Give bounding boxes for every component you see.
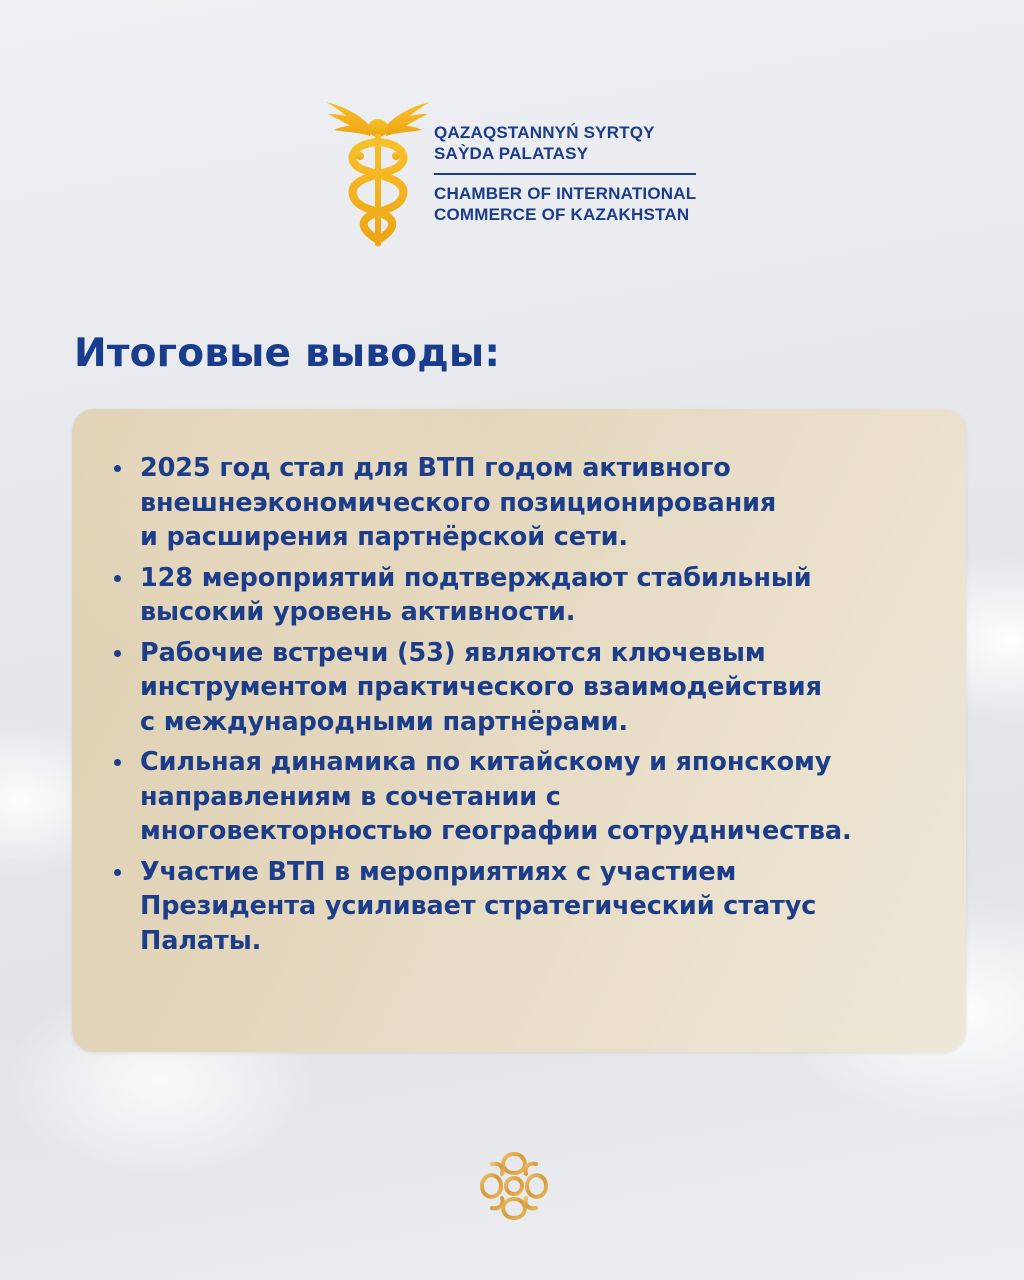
brand-text bbox=[434, 122, 724, 225]
bullet-dot-icon bbox=[114, 759, 121, 766]
conclusions-card bbox=[72, 409, 966, 1052]
list-item bbox=[112, 855, 952, 959]
brand-divider bbox=[434, 173, 696, 175]
conclusions-list bbox=[112, 451, 952, 964]
winged-caduceus-icon bbox=[324, 98, 434, 248]
list-item bbox=[112, 451, 952, 555]
bullet-dot-icon bbox=[114, 650, 121, 657]
bullet-dot-icon bbox=[114, 465, 121, 472]
list-item-text: 128 мероприятий подтверждают стабильный высокий уровень активности. bbox=[140, 562, 812, 627]
list-item-text: 2025 год стал для ВТП годом активного внешнеэкономического позиционирования и расширения партнёрской сети. bbox=[140, 453, 777, 552]
bullet-dot-icon bbox=[114, 869, 121, 876]
list-item bbox=[112, 636, 952, 740]
list-item-text: Сильная динамика по китайскому и японскому направлениям в сочетании с многовекторностью географии сотрудничества. bbox=[140, 747, 852, 846]
page-title: Итоговые выводы: bbox=[74, 331, 501, 376]
list-item bbox=[112, 745, 952, 849]
list-item-text: Рабочие встречи (53) являются ключевым инструментом практического взаимодействия с международными партнёрами. bbox=[140, 637, 822, 737]
brand-header bbox=[324, 98, 724, 248]
list-item bbox=[112, 561, 952, 630]
org-name-en-line2: COMMERCE OF KAZAKHSTAN bbox=[434, 205, 690, 224]
org-name-en-line1: CHAMBER OF INTERNATIONAL bbox=[434, 184, 697, 203]
gold-ornament-logo-icon bbox=[474, 1146, 554, 1226]
org-name-kz-line2: SAỲDA PALATASY bbox=[434, 144, 589, 163]
bullet-dot-icon bbox=[114, 575, 121, 582]
org-name-kz-line1: QAZAQSTANNYŃ SYRTQY bbox=[434, 123, 655, 142]
list-item-text: Участие ВТП в мероприятиях с участием Президента усиливает стратегический статус Палаты. bbox=[140, 856, 817, 956]
